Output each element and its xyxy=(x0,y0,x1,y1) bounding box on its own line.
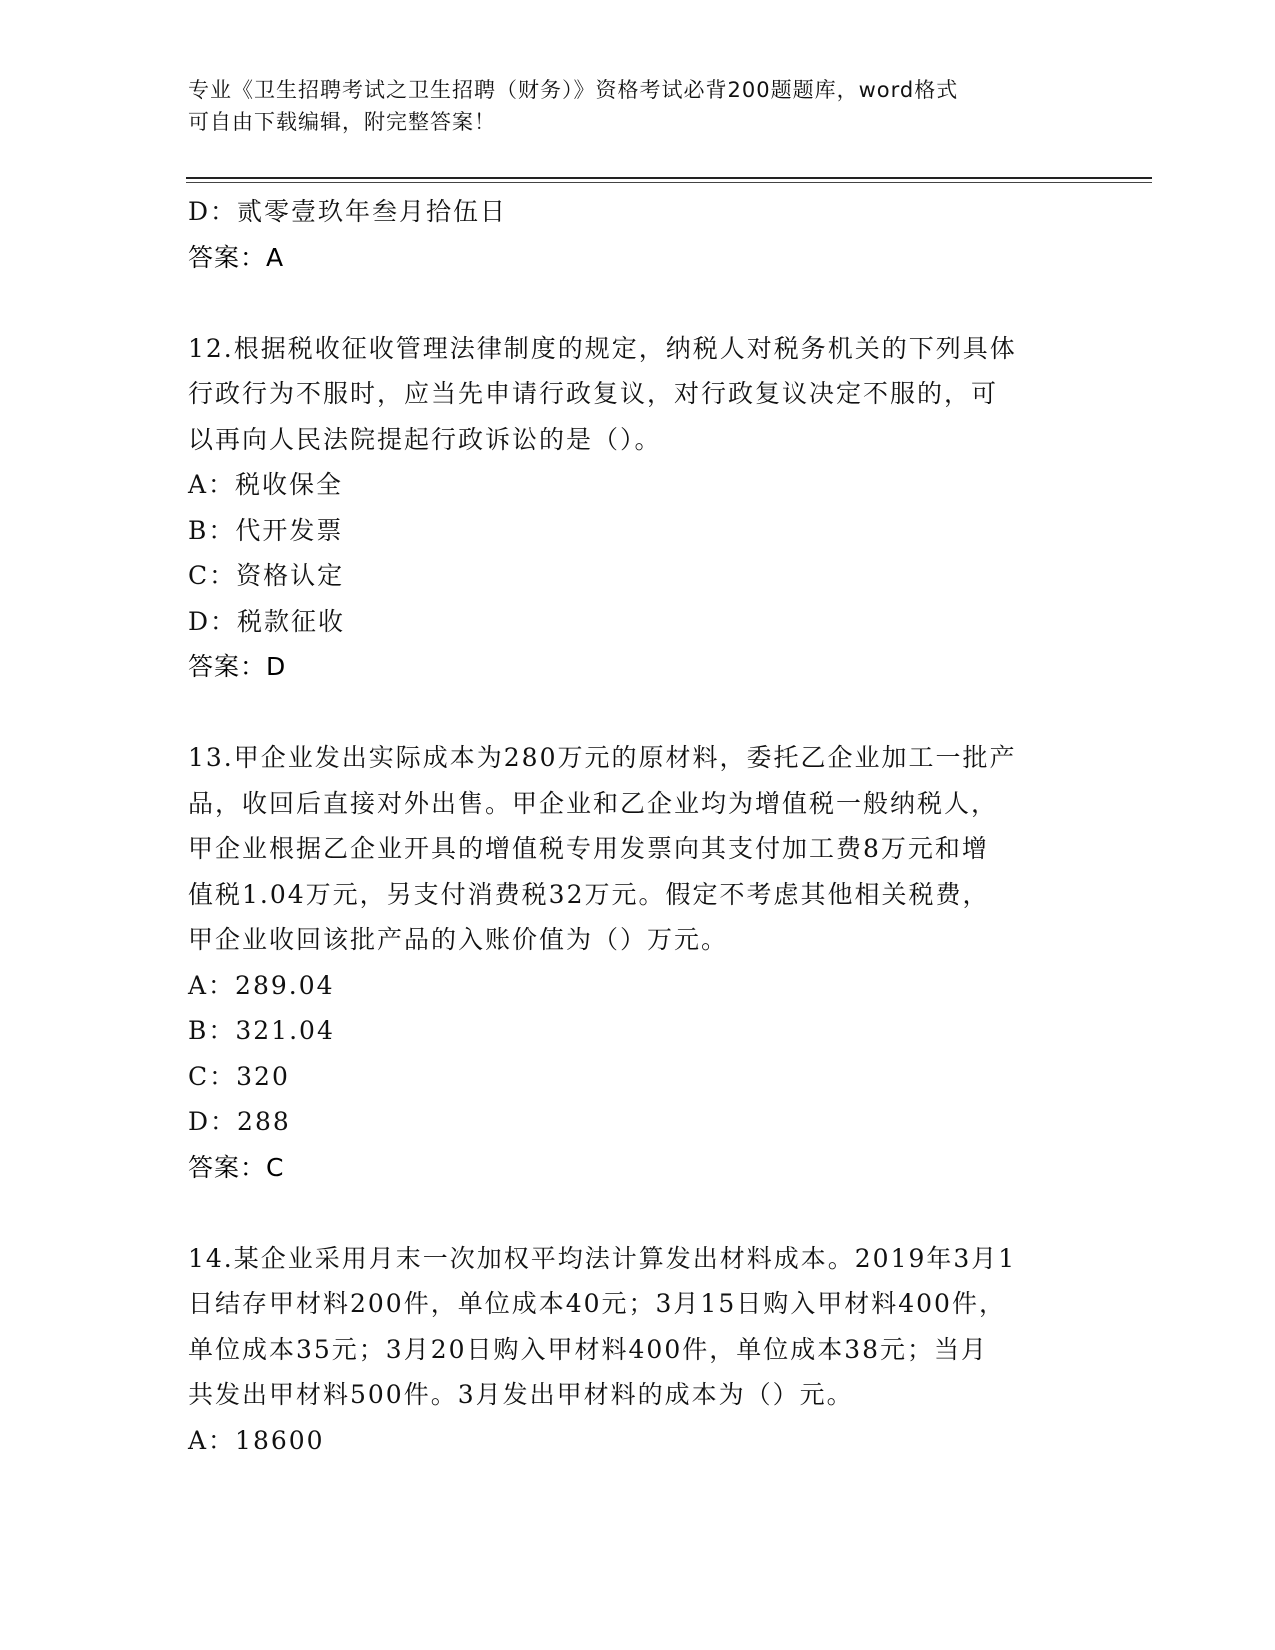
question-12 xyxy=(188,326,1088,690)
question-13 xyxy=(188,735,1088,1190)
option-c: C：资格认定 xyxy=(188,561,345,590)
question-text-line: 甲企业根据乙企业开具的增值税专用发票向其支付加工费8万元和增 xyxy=(188,834,989,863)
document-body xyxy=(188,189,1088,1463)
question-text-line: 品，收回后直接对外出售。甲企业和乙企业均为增值税一般纳税人， xyxy=(188,788,999,818)
question-text-line: 共发出甲材料500件。3月发出甲材料的成本为（）元。 xyxy=(188,1380,854,1409)
spacer xyxy=(188,1190,1088,1236)
option-b: B：代开发票 xyxy=(188,515,344,545)
header-rule-thick xyxy=(186,177,1152,179)
spacer xyxy=(188,690,1088,736)
question-text-line: 12.根据税收征收管理法律制度的规定，纳税人对税务机关的下列具体 xyxy=(188,333,1017,363)
option-c: C：320 xyxy=(188,1061,290,1091)
option-b: B：321.04 xyxy=(188,1016,335,1045)
question-text-line: 甲企业收回该批产品的入账价值为（）万元。 xyxy=(188,925,729,954)
question-text-line: 13.甲企业发出实际成本为280万元的原材料，委托乙企业加工一批产 xyxy=(188,743,1017,772)
question-text-line: 14.某企业采用月末一次加权平均法计算发出材料成本。2019年3月1 xyxy=(188,1243,1017,1273)
option-a: A：18600 xyxy=(188,1425,325,1455)
question-14 xyxy=(188,1236,1088,1464)
answer: 答案：C xyxy=(188,1152,285,1182)
question-text-line: 行政行为不服时，应当先申请行政复议，对行政复议决定不服的，可 xyxy=(188,379,999,408)
header-line-2: 可自由下载编辑，附完整答案！ xyxy=(188,110,496,134)
option-d: D：税款征收 xyxy=(188,606,346,636)
question-text-line: 日结存甲材料200件，单位成本40元；3月15日购入甲材料400件， xyxy=(188,1289,1006,1318)
page-header xyxy=(188,74,1088,138)
answer: 答案：D xyxy=(188,652,287,681)
spacer xyxy=(188,280,1088,326)
header-rule-thin xyxy=(186,182,1152,183)
question-text-line: 值税1.04万元，另支付消费税32万元。假定不考虑其他相关税费， xyxy=(188,879,990,909)
question-text-line: 以再向人民法院提起行政诉讼的是（）。 xyxy=(188,424,662,454)
option-a: A：税收保全 xyxy=(188,470,344,499)
prev-option-d: D：贰零壹玖年叁月拾伍日 xyxy=(188,197,508,226)
prev-answer: 答案：A xyxy=(188,242,285,272)
option-a: A：289.04 xyxy=(188,970,335,1000)
option-d: D：288 xyxy=(188,1107,291,1136)
header-line-1: 专业《卫生招聘考试之卫生招聘（财务）》资格考试必背200题题库，word格式 xyxy=(188,78,959,102)
question-text-line: 单位成本35元；3月20日购入甲材料400件，单位成本38元；当月 xyxy=(188,1334,989,1364)
